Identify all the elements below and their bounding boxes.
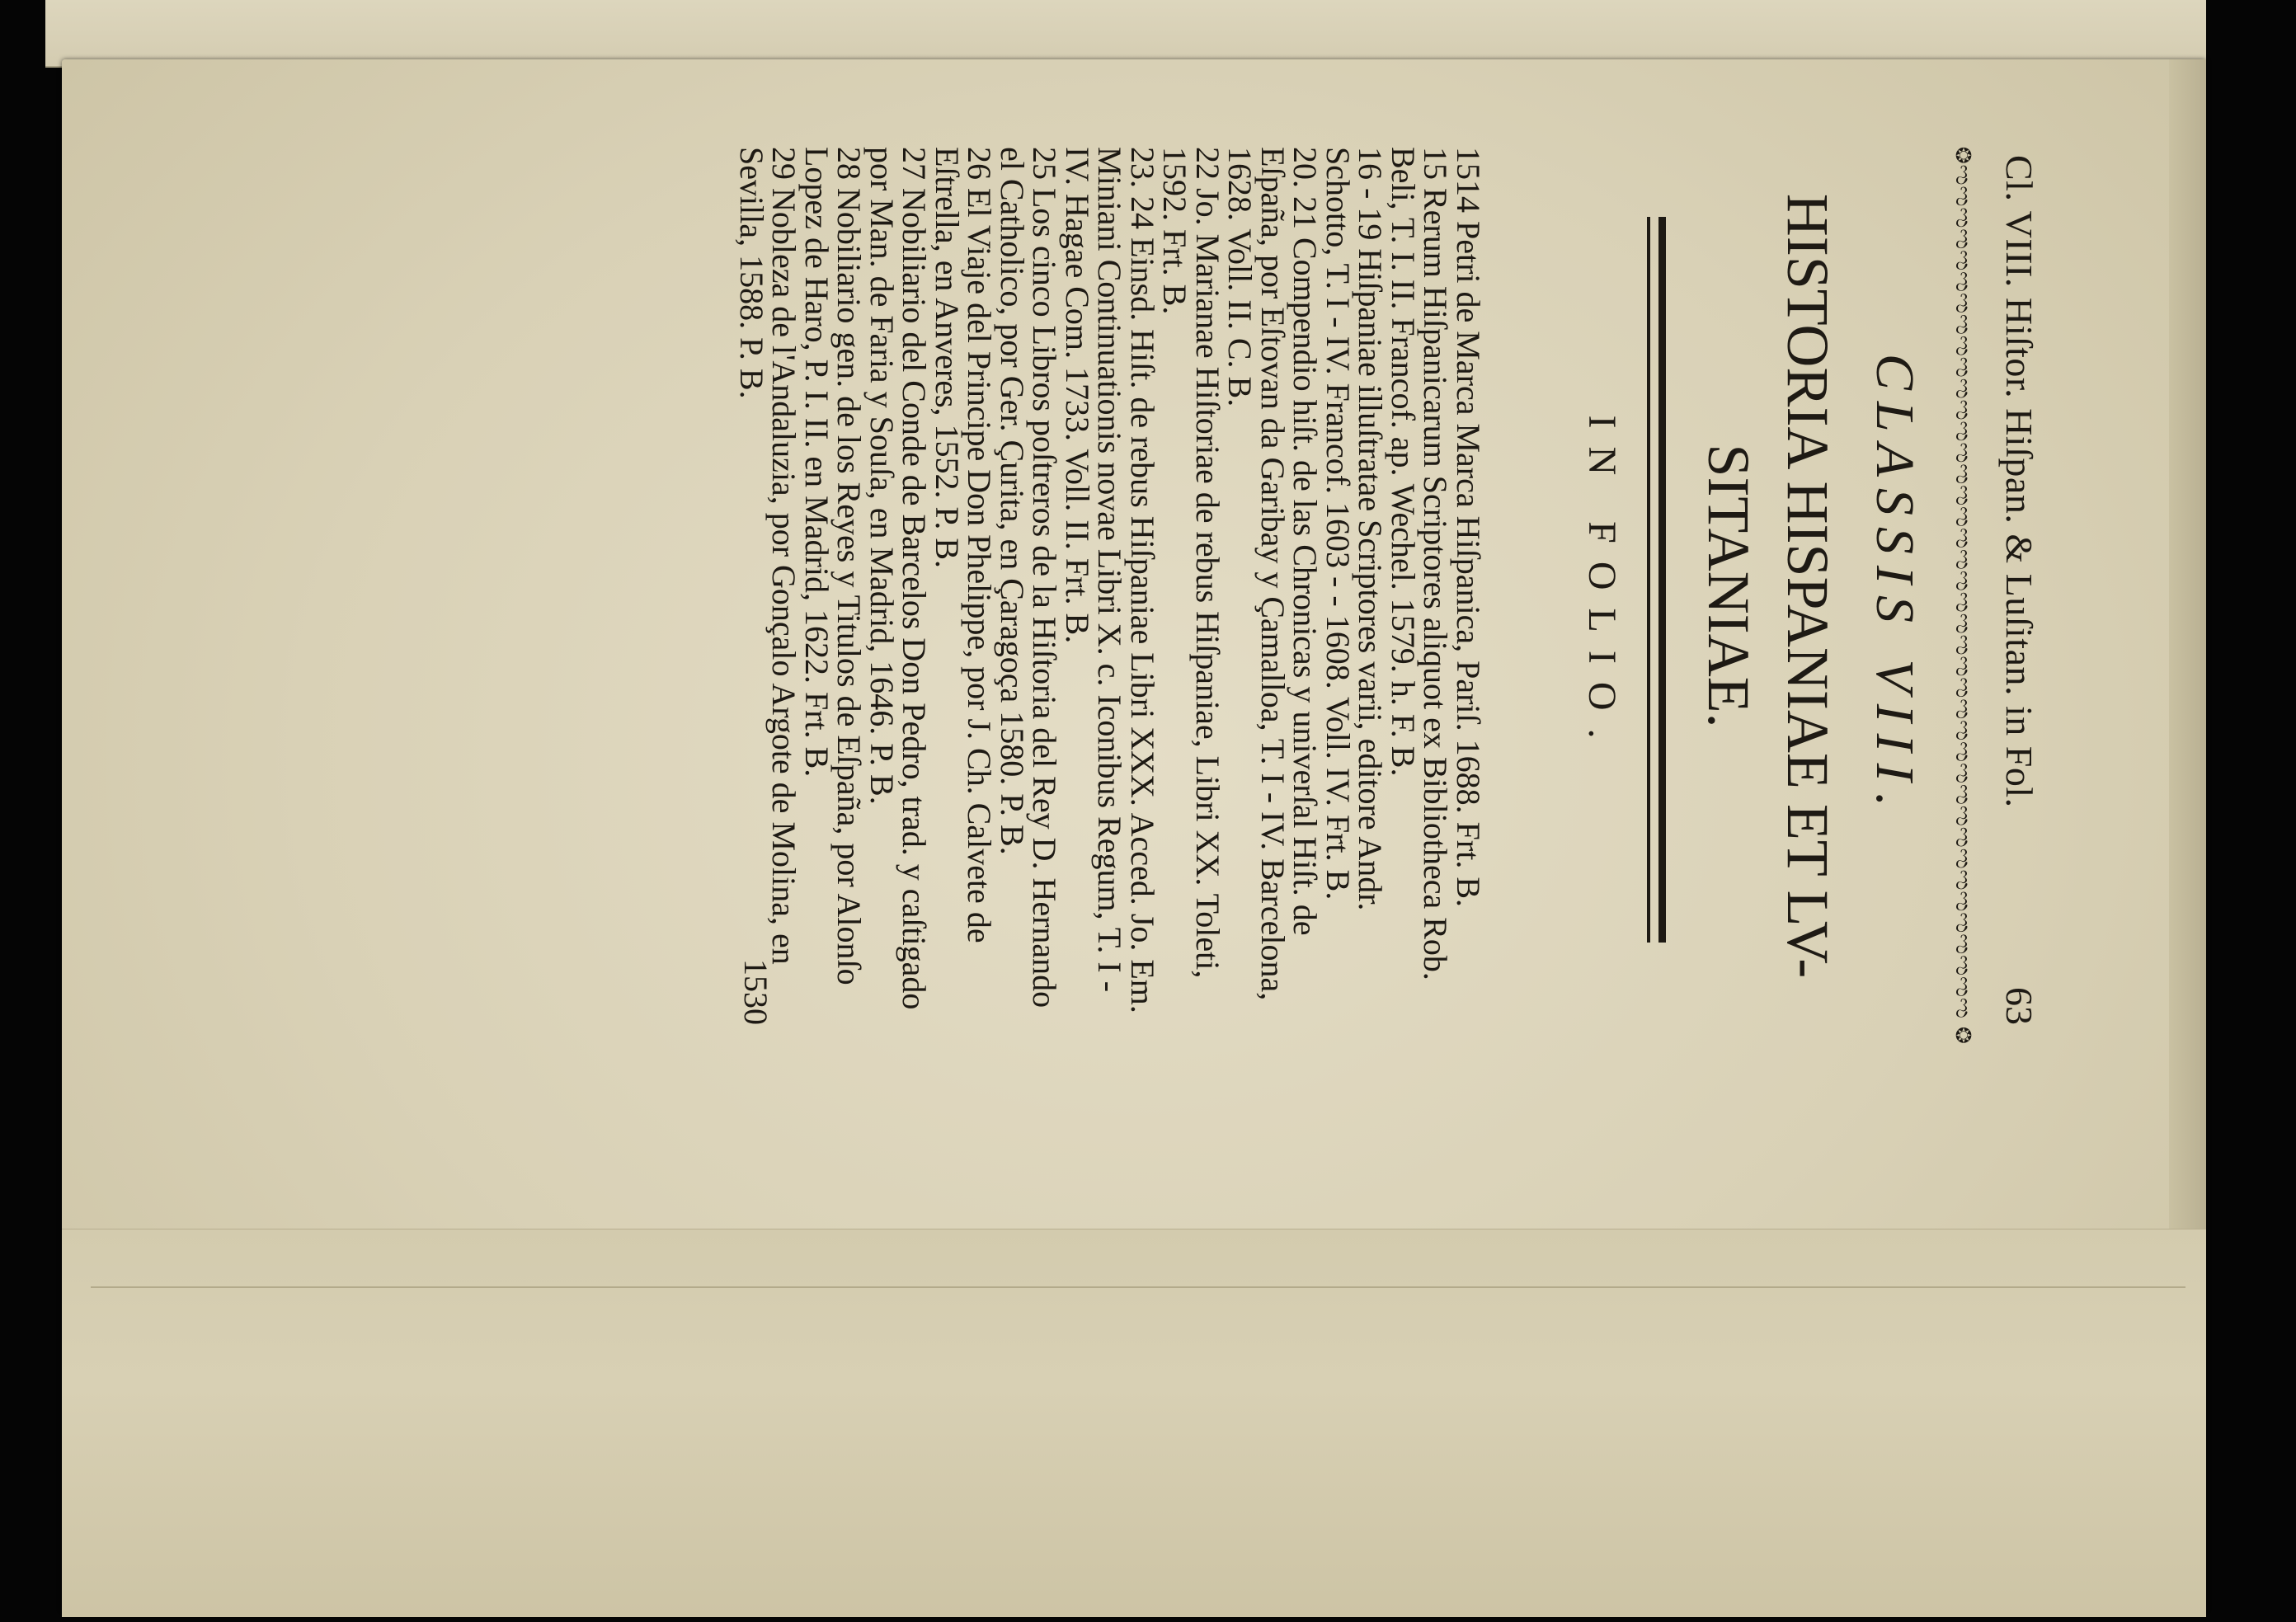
running-head-title: Cl. VIII. Hiſtor. Hiſpan. & Luſitan. in Fol.: [1998, 155, 2040, 808]
format-heading: IN FOLIO.: [1580, 415, 1624, 757]
list-item: 20. 21 Compendio hiſt. de las Chronicas y univerſal Hiſt. de Eſpaña, por Eſtovan da Garibay y Çamalloa, T. I - IV. Barcelona, 1628. Voll. II. C. B.: [1221, 147, 1324, 1001]
rotated-text-block: [581, 147, 2041, 1045]
rule-thin: [1647, 217, 1650, 943]
title-line-2: SITANIAE.: [1696, 444, 1762, 728]
title-line-1: HISTORIA HISPANIAE ET LV-: [1775, 193, 1841, 979]
list-item: 16 - 19 Hiſpaniae illuſtratae Scriptores varii, editore Andr. Schotto, T. I - IV. Francof. 1603 - - 1608. Voll. IV. Frt. B.: [1320, 147, 1390, 911]
deckle-line: [91, 1286, 2185, 1288]
catchword: 1530: [737, 959, 774, 1025]
section-title: [1689, 147, 1847, 1025]
list-item: 1514 Petri de Marca Marca Hiſpanica, Pariſ. 1688. Frt. B.: [1450, 147, 1487, 907]
running-head: [1992, 147, 2041, 1025]
list-item: 23. 24 Einsd. Hiſt. de rebus Hiſpaniae Libri XXX. Acced. Jo. Em. Miniani Continuationis novae Libri X. c. Iconibus Regum, T. I - IV. Hagae Com. 1733. Voll. II. Frt. B.: [1059, 147, 1161, 1013]
list-item: 27 Nobiliario del Conde de Barcelos Don Pedro, trad. y caſtigado por Man. de Faria y Souſa, en Madrid, 1646. P. B.: [863, 147, 934, 1010]
rule-thick: [1658, 217, 1666, 943]
underlying-page-edge: [45, 0, 2206, 68]
list-item: 15 Rerum Hiſpanicarum Scriptores aliquot ex Bibliotheca Rob. Beli, T. I. II. Francof. ap. Wechel. 1579. h. F. B.: [1385, 147, 1455, 980]
page-number: 63: [1998, 987, 2040, 1025]
ornamental-border: ❂ಌಌಌಌಌಌಌಌಌಌಌಌಌಌಌಌಌಌಌಌಌಌಌಌಌಌಌಌಌಌಌಌಌಌಌಌಌಌಌಌ ❂: [1950, 147, 1975, 1045]
class-heading: CLASSIS VIII.: [1865, 353, 1925, 819]
list-item: 26 El Viaje del Principe Don Phelippe, por J. Ch. Calvete de Eſtrella, en Anveres, 1552. P. B.: [929, 147, 999, 943]
double-rule: [1640, 217, 1666, 943]
list-item: 25 Los cinco Libros poſtreros de la Hiſtoria del Rey D. Hernando el Catholico, por Ger. Çurita, en Çaragoça 1580. P. B.: [994, 147, 1064, 1008]
entry-list: [733, 147, 1487, 1025]
list-item: 28 Nobiliario gen. de los Reyes y Titulos de Eſpaña, por Alonſo Lopez de Haro, P. I. II. en Madrid, 1622. Frt. B.: [798, 147, 868, 985]
list-item: 22 Jo. Marianae Hiſtoriae de rebus Hiſpaniae, Libri XX. Toleti, 1592. Frt. B.: [1156, 147, 1226, 979]
list-item: 29 Nobleza de l'Andaluzia, por Gonçalo Argote de Molina, en Sevilla, 1588. P. B.: [733, 147, 803, 965]
